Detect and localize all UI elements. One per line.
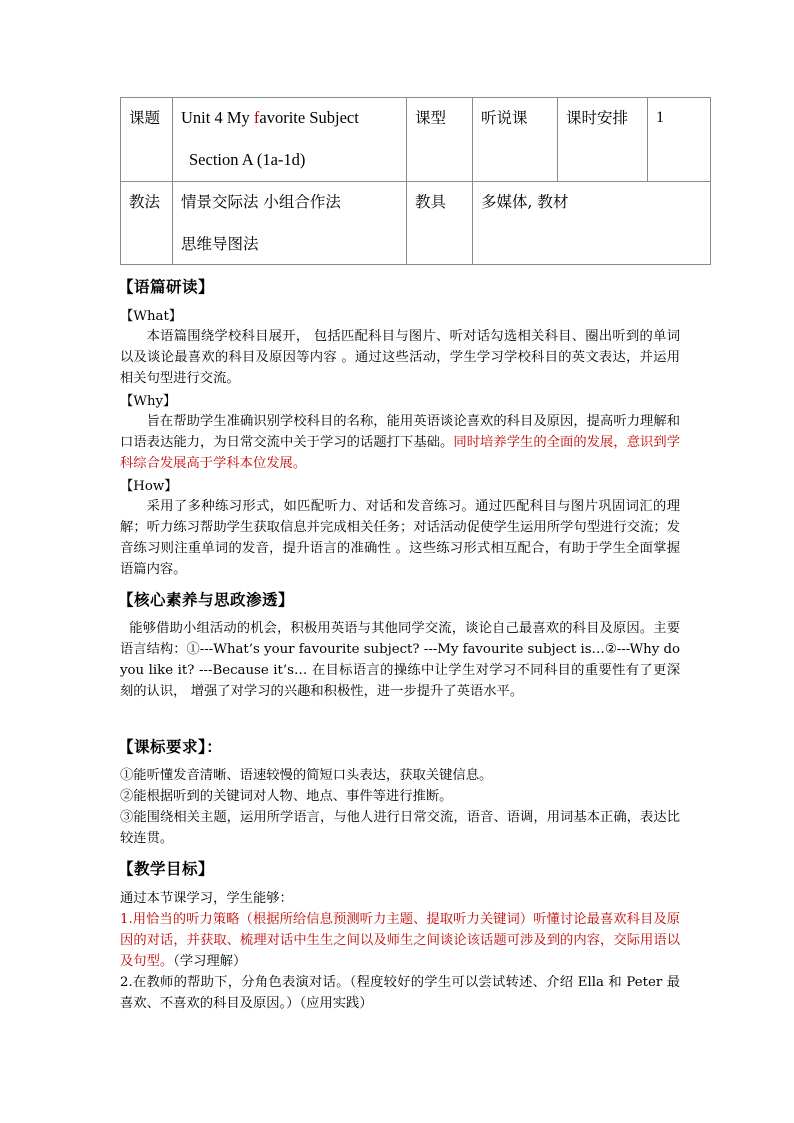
list-item: ③能围绕相关主题，运用所学语言，与他人进行日常交流，语音、语调，用词基本正确，表达比较连贯。 bbox=[120, 810, 680, 846]
goal-1: 1.用恰当的听力策略（根据所给信息预测听力主题、提取听力关键词）听懂讨论最喜欢科目及原因的对话，并获取、梳理对话中生生之间以及师生之间谈论该话题可涉及到的内容，交际用语以及句型。（学习理解） bbox=[120, 912, 680, 969]
core-heading: 【核心素养与思政渗透】 bbox=[118, 590, 295, 609]
type-label: 课型 bbox=[407, 98, 473, 182]
tools-label: 教具 bbox=[407, 182, 473, 265]
topic-label: 课题 bbox=[121, 98, 173, 182]
why-label: 【Why】 bbox=[120, 394, 177, 409]
what-paragraph: 本语篇围绕学校科目展开， 包括匹配科目与图片、听对话勾选相关科目、圈出听到的单词以及谈论最喜欢的科目及原因等内容 。通过这些活动，学生学习学校科目的英文表达，并运用相关句型进行交流。 bbox=[120, 329, 680, 386]
goals-block bbox=[120, 888, 680, 1014]
goals-heading: 【教学目标】 bbox=[118, 859, 215, 878]
topic-value bbox=[173, 98, 407, 182]
list-item: ②能根据听到的关键词对人物、地点、事件等进行推断。 bbox=[120, 789, 453, 804]
unit-title: Unit 4 My favorite Subject bbox=[181, 108, 359, 127]
standards-list bbox=[120, 765, 680, 849]
goals-intro: 通过本节课学习，学生能够： bbox=[120, 891, 293, 906]
goal-2: 2.在教师的帮助下，分角色表演对话。（程度较好的学生可以尝试转述、介绍 Ella 和 Peter 最喜欢、不喜欢的科目及原因。）（应用实践） bbox=[120, 975, 680, 1011]
list-item: ①能听懂发音清晰、语速较慢的简短口头表达，获取关键信息。 bbox=[120, 768, 493, 783]
schedule-value: 1 bbox=[648, 98, 711, 182]
standards-heading: 【课标要求】： bbox=[118, 737, 223, 756]
method-line-1: 情景交际法 小组合作法 bbox=[181, 193, 341, 211]
why-paragraph: 旨在帮助学生准确识别学校科目的名称，能用英语谈论喜欢的科目及原因，提高听力理解和口语表达能力，为日常交流中关于学习的话题打下基础。同时培养学生的全面的发展，意识到学科综合发展高于学科本位发展。 bbox=[120, 414, 681, 471]
table-row bbox=[121, 182, 711, 265]
how-label: 【How】 bbox=[120, 479, 178, 494]
lesson-info-table bbox=[120, 97, 711, 265]
what-label: 【What】 bbox=[120, 309, 183, 324]
schedule-label: 课时安排 bbox=[558, 98, 648, 182]
how-paragraph: 采用了多种练习形式，如匹配听力、对话和发音练习。通过匹配科目与图片巩固词汇的理解；听力练习帮助学生获取信息并完成相关任务；对话活动促使学生运用所学句型进行交流；发音练习则注重单词的发音，提升语言的准确性 。这些练习形式相互配合，有助于学生全面掌握语篇内容。 bbox=[120, 499, 680, 577]
type-value: 听说课 bbox=[473, 98, 558, 182]
method-value bbox=[173, 182, 407, 265]
core-paragraph: 能够借助小组活动的机会，积极用英语与其他同学交流，谈论自己最喜欢的科目及原因。主要语言结构：①---What’s your favourite subject? ---My favourite subject is…②---Why do you like it? ---Because it’s… 在目标语言的操练中让学生对学习不同科目的重要性有了更深刻的认识， 增强了对学习的兴趣和积极性，进一步提升了英语水平。 bbox=[120, 621, 680, 699]
method-line-2: 思维导图法 bbox=[181, 235, 259, 253]
table-row bbox=[121, 98, 711, 182]
section-title: Section A (1a-1d) bbox=[189, 150, 306, 169]
tools-value: 多媒体, 教材 bbox=[473, 182, 711, 265]
analysis-heading: 【语篇研读】 bbox=[118, 277, 215, 296]
method-label: 教法 bbox=[121, 182, 173, 265]
